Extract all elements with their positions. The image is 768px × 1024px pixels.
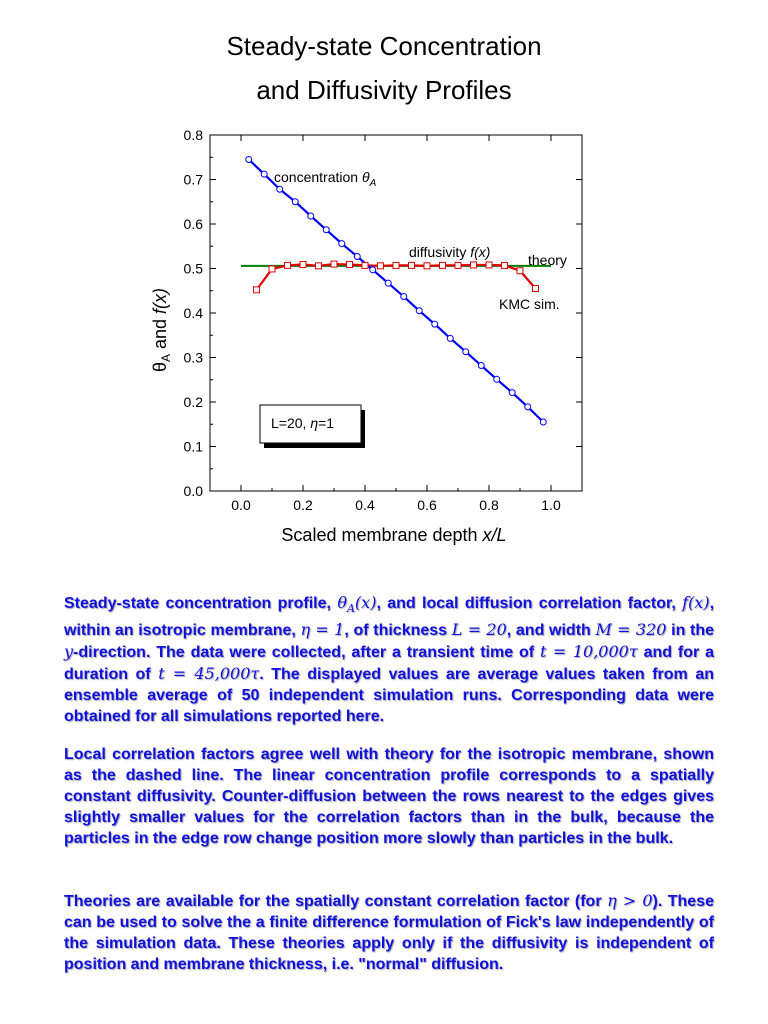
concentration-point (416, 308, 422, 314)
annotation-kmc: KMC sim. (499, 296, 560, 312)
y-tick-label: 0.0 (183, 483, 203, 499)
kmc-point (455, 262, 461, 268)
y-axis-label: $\theta_A$ and f(x) (150, 287, 173, 373)
kmc-point (300, 261, 306, 267)
concentration-series-line (249, 159, 544, 422)
x-tick-label: 0.2 (293, 497, 313, 513)
kmc-point (285, 262, 291, 268)
concentration-point (463, 349, 469, 355)
kmc-point (424, 263, 430, 269)
concentration-point (339, 241, 345, 247)
annotation-diffusivity: diffusivity f(x) (409, 244, 491, 260)
concentration-point (478, 363, 484, 369)
annotation-theory: theory (528, 252, 567, 268)
x-tick-label: 0.0 (231, 497, 251, 513)
caption-paragraph-3: Theories are available for the spatially constant correlation factor (for η > 0). These can be used to solve the a finite difference formulation of Fick's law independently of the simulation data. These theories apply only if the diffusivity is independent of position and membrane thickness, i.e. "normal" diffusion. (64, 891, 715, 973)
concentration-point (308, 213, 314, 219)
caption-paragraph-1: Steady-state concentration profile, $\theta_A(x)$, and local diffusion correlation factor, f(x), within an isotropic membrane, η = 1, of thickness L = 20, and width M = 320 in the y-direction. The data were collected, after a transient time of t = 10,000τ and for a duration of t = 45,000τ. The displayed values are average values taken from an ensemble average of 50 independent simulation runs. Corresponding data were obtained for all simulations reported here. (64, 593, 715, 726)
kmc-point (471, 262, 477, 268)
x-tick-label: 0.6 (417, 497, 437, 513)
y-tick-label: 0.8 (183, 127, 203, 143)
kmc-point (331, 261, 337, 267)
kmc-point (254, 287, 260, 293)
kmc-point (316, 263, 322, 269)
y-tick-label: 0.5 (183, 260, 203, 277)
chart-title-line-1: Steady-state Concentration (226, 31, 542, 61)
kmc-point (347, 261, 353, 267)
kmc-point (440, 262, 446, 268)
concentration-point (246, 156, 252, 162)
kmc-point (533, 286, 539, 292)
y-tick-label: 0.2 (183, 394, 203, 410)
concentration-point (509, 390, 515, 396)
concentration-point (432, 321, 438, 327)
y-tick-label: 0.6 (183, 216, 203, 232)
concentration-point (401, 294, 407, 300)
concentration-point (385, 280, 391, 286)
kmc-point (486, 262, 492, 268)
y-tick-label: 0.4 (183, 305, 203, 321)
x-axis (210, 135, 582, 513)
kmc-point (378, 263, 384, 269)
kmc-point (502, 262, 508, 268)
kmc-point (362, 262, 368, 268)
concentration-point (494, 376, 500, 382)
y-axis (184, 127, 582, 499)
y-tick-label: 0.7 (183, 171, 203, 188)
concentration-point (525, 404, 531, 410)
x-axis-label: Scaled membrane depth x/L (281, 525, 507, 545)
chart-title-line-2: and Diffusivity Profiles (256, 75, 512, 105)
kmc-point (517, 268, 523, 274)
concentration-point (323, 227, 329, 233)
concentration-point (370, 267, 376, 273)
concentration-point (261, 171, 267, 177)
x-tick-label: 0.4 (355, 497, 375, 513)
y-tick-label: 0.1 (183, 438, 203, 455)
kmc-point (409, 262, 415, 268)
concentration-point (292, 199, 298, 205)
y-tick-label: 0.3 (183, 349, 203, 366)
concentration-point (277, 186, 283, 192)
caption-paragraph-2: Local correlation factors agree well with theory for the isotropic membrane, shown as the dashed line. The linear concentration profile corresponds to a spatially constant diffusivity. Counter-diffusion between the rows nearest to the edges gives slightly smaller values for the correlation factors than in the bulk, because the particles in the edge row change position more slowly than particles in the bulk. (64, 746, 714, 847)
concentration-point (540, 419, 546, 425)
kmc-point (269, 266, 275, 272)
inset-box-label: L=20, η=1 (271, 415, 335, 431)
concentration-point (354, 253, 360, 259)
kmc-point (393, 262, 399, 268)
x-tick-label: 1.0 (541, 497, 561, 513)
annotation-concentration: concentration $\theta_A$ (274, 169, 377, 189)
x-tick-label: 0.8 (479, 497, 499, 513)
concentration-point (447, 335, 453, 341)
